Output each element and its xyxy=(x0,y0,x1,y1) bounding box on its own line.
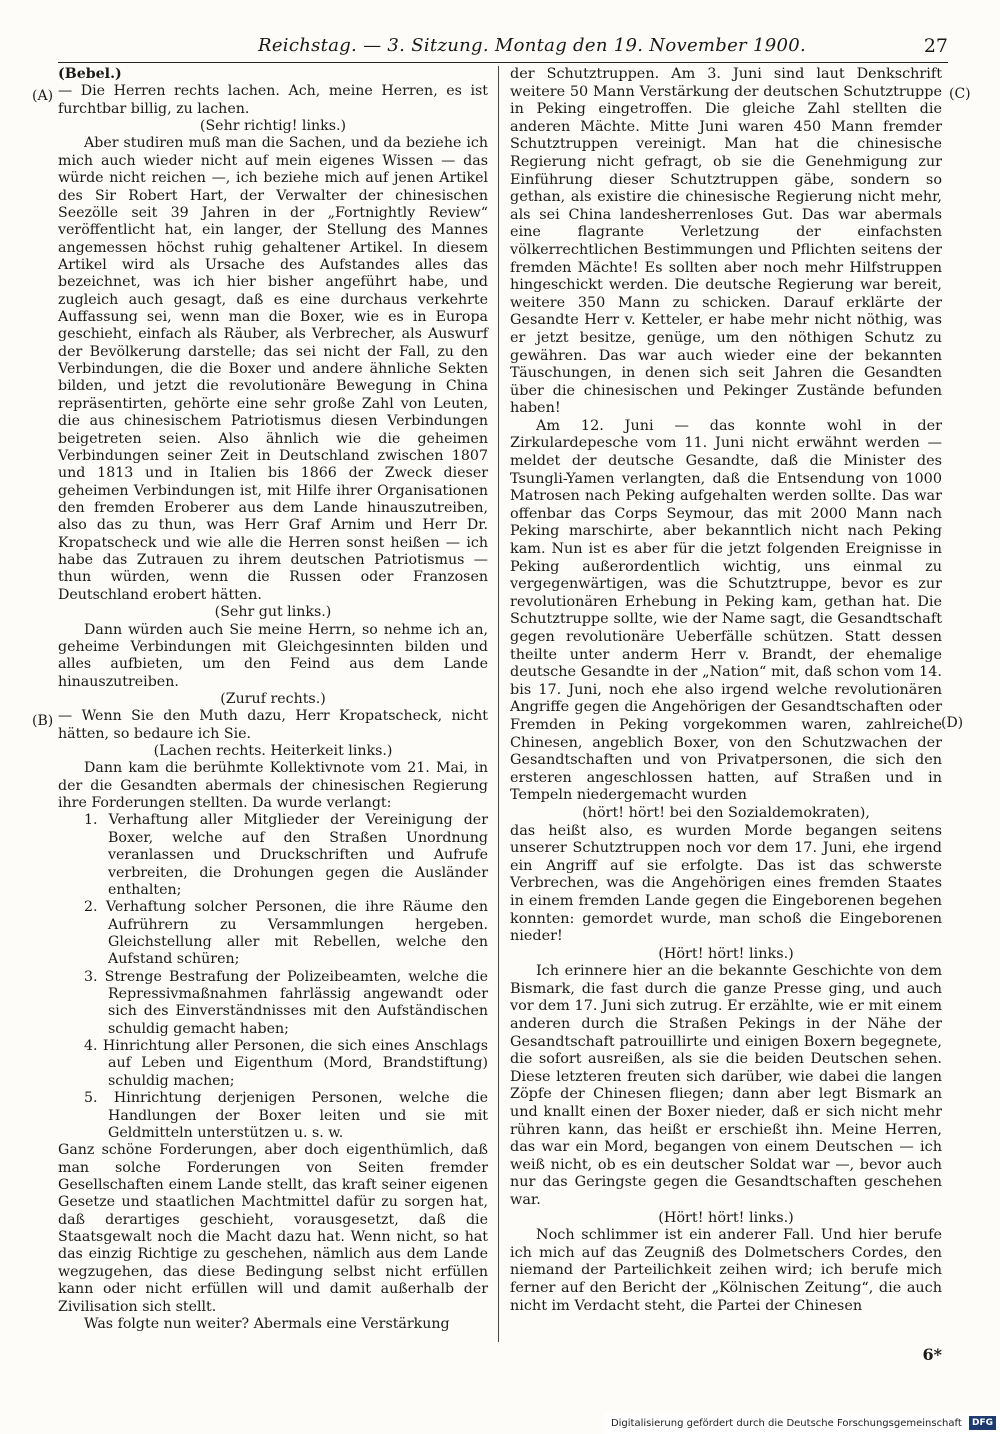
right-column xyxy=(510,66,942,1315)
interjection: (Sehr richtig! links.) xyxy=(199,118,347,135)
interjection: (Hört! hört! links.) xyxy=(658,1209,794,1226)
speaker-name: (Bebel.) xyxy=(58,66,122,82)
column-divider xyxy=(498,66,499,1342)
sheet-signature: 6* xyxy=(922,1345,942,1364)
paragraph: Ich erinnere hier an die bekannte Geschichte von dem Bismark, die fast durch die ganze Presse ging, und auch vor dem 17. Juni sich zutrug. Er erzählte, wie er mit einem anderen durch die Straßen Pekings in der Nähe der Gesandtschaft patrouillirte und einigen Boxern begegnete, die sofort ausreißen, als sie die beiden Deutschen sehen. Diese letzteren freuten sich darüber, wie dabei die langen Zöpfe der Chinesen fliegen; dann aber legt Bismark an und knallt einen der Boxer nieder, daß er sich nicht mehr rühren kann, das heißt er erschießt ihn. Meine Herren, das war ein Mord, begangen von einem Deutschen — ich weiß nicht, ob es ein deutscher Soldat war —, bevor auch nur das Geringste gegen die Gesandtschaften geschehen war. xyxy=(510,963,942,1208)
digitization-footer xyxy=(605,1414,1000,1434)
paragraph: Dann würden auch Sie meine Herrn, so nehme ich an, geheime Verbindungen mit Gleichgesinnten bilden und alles aufbieten, um den Feind aus dem Lande hinauszutreiben. xyxy=(58,621,488,690)
paragraph: der Schutztruppen. Am 3. Juni sind laut Denkschrift weitere 50 Mann Verstärkung der deutschen Schutztruppe in Peking eingetroffen. Die gleiche Zahl stellten die anderen Mächte. Mitte Juni waren 450 Mann fremder Schutztruppen vereinigt. Man hat die chinesische Regierung nicht gefragt, ob sie die Genehmigung zur Einführung dieser Schutztruppen gäbe, sondern so gethan, als existire die chinesische Regierung nicht mehr, als sei China landesherrenloses Gut. Das war abermals eine flagrante Verletzung der einfachsten völkerrechtlichen Bestimmungen und Pflichten seitens der fremden Mächte! Es sollten aber noch mehr Hilfstruppen hingeschickt werden. Die deutsche Regierung war bereit, weitere 350 Mann zu schicken. Darauf erklärte der Gesandte Herr v. Ketteler, er habe mehr nicht nöthig, was er jetzt besitze, genüge, um den nöthigen Schutz zu gewähren. Das war auch wieder eine der bekannten Täuschungen, in denen sich seit Jahren die Gesandten über die chinesischen und Pekinger Zustände befunden haben! xyxy=(510,66,942,417)
dfg-logo-icon: DFG xyxy=(969,1416,996,1430)
margin-letter-d: (D) xyxy=(941,715,964,731)
footer-text: Digitalisierung gefördert durch die Deutsche Forschungsgemeinschaft xyxy=(610,1418,962,1429)
interjection: (Hört! hört! links.) xyxy=(658,945,794,962)
interjection: (Zuruf rechts.) xyxy=(220,690,326,707)
list-item: 2. Verhaftung solcher Personen, die ihre Räume den Aufrührern zu Versammlungen hergeben. Gleichstellung aller mit Rebellen, welche den Aufstand schüren; xyxy=(84,899,488,968)
paragraph: Am 12. Juni — das konnte wohl in der Zirkulardepesche vom 11. Juni nicht erwähnt werden — meldet der deutsche Gesandte, daß die Minister des Tsungli-Yamen verlangten, daß die Entsendung von 1000 Matrosen nach Peking aufgehalten werden sollte. Das war offenbar das Corps Seymour, das mit 2000 Mann nach Peking marschirte, aber bekanntlich nicht nach Peking kam. Nun ist es aber für die jetzt folgenden Ereignisse in Peking außerordentlich wichtig, uns einmal zu vergegenwärtigen, was die Schutztruppe, bevor es zur revolutionären Erhebung in Peking kam, gethan hat. Die Schutztruppe sollte, wie der Name sagt, die Gesandtschaft gegen revolutionäre Ueberfälle schützen. Statt dessen theilte unter anderm Herr v. Brandt, der ehemalige deutsche Gesandte in der „Nation“ mit, daß schon vom 14. bis 17. Juni, noch ehe also irgend welche revolutionären Angriffe gegen die Angehörigen der Gesandtschaften oder Fremden in Peking vorgekommen waren, zahlreiche Chinesen, angeblich Boxer, von den Schutzwachen der Gesandtschaften und von Privatpersonen, die sich den ersteren angeschlossen hatten, auf Straßen und in Tempeln niedergemacht wurden xyxy=(510,417,942,804)
list-item: 1. Verhaftung aller Mitglieder der Vereinigung der Boxer, welche auf den Straßen Unordnung veranlassen und Druckschriften und Aufrufe verbreiten, die Drohungen gegen die Ausländer enthalten; xyxy=(84,812,488,898)
list-item: 5. Hinrichtung derjenigen Personen, welche die Handlungen der Boxer leiten und sie mit Geldmitteln unterstützen u. s. w. xyxy=(84,1090,488,1141)
paragraph: Ganz schöne Forderungen, aber doch eigenthümlich, daß man solche Forderungen von Seiten fremder Gesellschaften einem Lande stellt, das kraft seiner eigenen Gesetze und staatlichen Machtmittel dafür zu sorgen hat, daß derartiges geschieht, vorausgesetzt, daß die Staatsgewalt noch die Macht dazu hat. Wenn nicht, so hat das einzig Richtige zu geschehen, nämlich aus dem Lande wegzugehen, das diese Bedingung selbst nicht erfüllen kann oder nicht erfüllen will und damit außerhalb der Zivilisation sich stellt. xyxy=(58,1142,488,1315)
header-rule xyxy=(58,62,948,63)
left-column xyxy=(58,66,488,1333)
page-header xyxy=(58,35,948,65)
paragraph: Noch schlimmer ist ein anderer Fall. Und hier berufe ich mich auf das Zeugniß des Dolmetschers Cordes, den niemand der Parteilichkeit zeihen wird; ich berufe mich ferner auf den Bericht der „Kölnischen Zeitung“, die auch nicht im Verdacht steht, die Partei der Chinesen xyxy=(510,1227,942,1314)
paragraph: Dann kam die berühmte Kollektivnote vom 21. Mai, in der die Gesandten abermals der chinesischen Regierung ihre Forderungen stellten. Da wurde verlangt: xyxy=(58,760,488,812)
paragraph: das heißt also, es wurden Morde begangen seitens unserer Schutztruppen noch vor dem 17. Juni, ehe irgend ein Angriff auf sie erfolgte. Das ist das schwerste Verbrechen, was die Angehörigen eines fremden Staates in einem fremden Lande gegen die Eingeborenen begehen konnten: gemordet wurde, man schoß die Eingeborenen nieder! xyxy=(510,822,942,945)
margin-letter-a: (A) xyxy=(32,88,54,104)
paragraph: Aber studiren muß man die Sachen, und da beziehe ich mich auch wieder nicht auf mein eigenes Wissen — das würde nicht reichen —, ich beziehe mich auf jenen Artikel des Sir Robert Hart, der Verwalter der chinesischen Seezölle seit 39 Jahren in der „Fortnightly Review“ veröffentlicht hat, ein langer, der Stellung des Mannes angemessen höchst ruhig gehaltener Artikel. In diesem Artikel wird als Ursache des Aufstandes alles das bezeichnet, was ich hier bisher angeführt habe, und zugleich auch gesagt, daß es eine durchaus verkehrte Auffassung sei, wenn man die Boxer, wie es in Europa geschieht, einfach als Räuber, als Verbrecher, als Auswurf der Bevölkerung darstelle; das sei nicht der Fall, zu den Verbindungen, die die Boxer und andere ähnliche Sekten bilden, und jetzt die revolutionäre Bewegung in China repräsentirten, gehörte eine sehr große Zahl von Leuten, die aus chinesischem Patriotismus diesen Verbindungen beigetreten seien. Also ähnlich wie die geheimen Verbindungen seiner Zeit in Deutschland zwischen 1807 und 1813 und in Italien bis 1866 der Zweck dieser geheimen Verbindungen ist, mit Hilfe ihrer Organisationen den fremden Eroberer aus dem Lande hinauszutreiben, also das zu thun, was Herr Graf Arnim und Herr Dr. Kropatscheck und wie alle die Herren sonst heißen — ich habe das Zutrauen zu ihrem deutschen Patriotismus — thun würden, wenn die Russen oder Franzosen Deutschland erobert hätten. xyxy=(58,135,488,603)
list-item: 3. Strenge Bestrafung der Polizeibeamten, welche die Repressivmaßnahmen fahrlässig angewandt oder sich des Einverständnisses mit den Aufständischen schuldig gemacht haben; xyxy=(84,968,488,1037)
paragraph: — Die Herren rechts lachen. Ach, meine Herren, es ist furchtbar billig, zu lachen. xyxy=(58,83,488,117)
interjection: (Lachen rechts. Heiterkeit links.) xyxy=(153,743,393,760)
paragraph: — Wenn Sie den Muth dazu, Herr Kropatscheck, nicht hätten, so bedaure ich Sie. xyxy=(58,708,488,742)
paragraph: Was folgte nun weiter? Abermals eine Verstärkung xyxy=(84,1315,450,1332)
list-item: 4. Hinrichtung aller Personen, die sich eines Anschlags auf Leben und Eigenthum (Mord, Brandstiftung) schuldig machen; xyxy=(84,1038,488,1089)
margin-letter-c: (C) xyxy=(949,86,971,102)
margin-letter-b: (B) xyxy=(32,713,54,729)
interjection: (Sehr gut links.) xyxy=(214,604,332,621)
interjection: (hört! hört! bei den Sozialdemokraten), xyxy=(582,804,870,821)
running-title: Reichstag. — 3. Sitzung. Montag den 19. November 1900. xyxy=(258,35,806,56)
page-number: 27 xyxy=(923,35,948,57)
